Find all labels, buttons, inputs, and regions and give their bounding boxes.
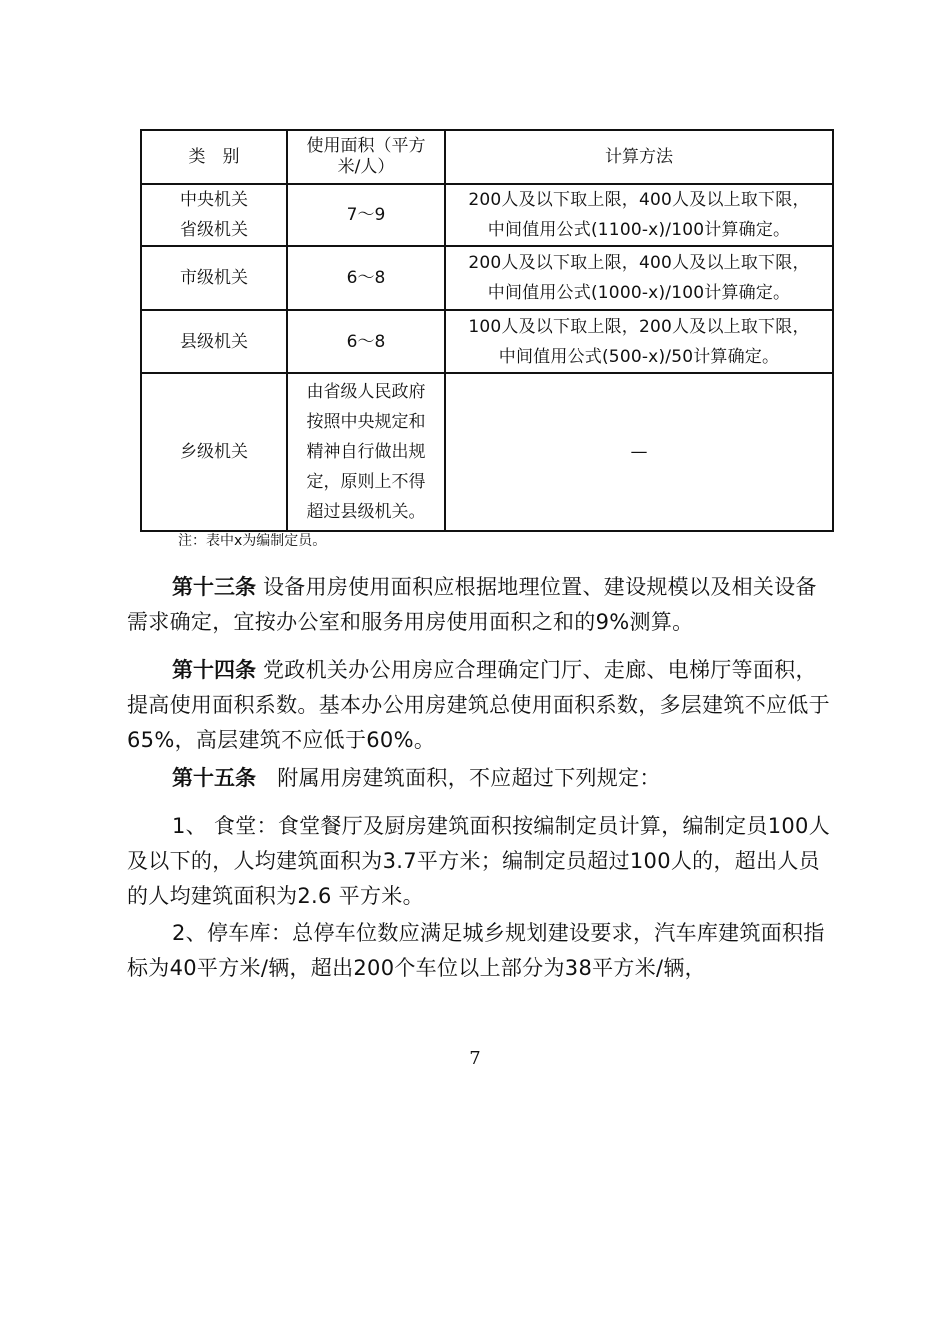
method-cell bbox=[445, 184, 833, 246]
category-line: 省级机关 bbox=[180, 220, 248, 240]
method-cell: — bbox=[445, 373, 833, 531]
item-parking: 2、停车库：总停车位数应满足城乡规划建设要求，汽车库建筑面积指标为40平方米/辆，超出200个车位以上部分为38平方米/辆， bbox=[127, 921, 825, 980]
category-cell: 市级机关 bbox=[141, 246, 287, 310]
article-title: 第十四条 bbox=[172, 658, 256, 682]
area-cell: 6～8 bbox=[287, 246, 445, 310]
method-line: 200人及以下取上限，400人及以上取下限， bbox=[468, 253, 810, 273]
method-cell bbox=[445, 246, 833, 310]
item-canteen: 1、 食堂：食堂餐厅及厨房建筑面积按编制定员计算，编制定员100人及以下的，人均建筑面积为3.7平方米；编制定员超过100人的，超出人员的人均建筑面积为2.6 平方米。 bbox=[127, 814, 831, 908]
header-area: 使用面积（平方米/人） bbox=[287, 130, 445, 184]
table-row bbox=[141, 184, 833, 246]
article-text: 附属用房建筑面积，不应超过下列规定： bbox=[256, 766, 661, 790]
area-line: 超过县级机关。 bbox=[306, 502, 426, 522]
category-cell bbox=[141, 184, 287, 246]
article-13 bbox=[127, 570, 835, 640]
header-method: 计算方法 bbox=[445, 130, 833, 184]
category-cell: 乡级机关 bbox=[141, 373, 287, 531]
header-category: 类 别 bbox=[141, 130, 287, 184]
area-line: 定，原则上不得 bbox=[306, 472, 426, 492]
method-line: 100人及以下取上限，200人及以上取下限， bbox=[468, 316, 810, 337]
area-cell bbox=[287, 373, 445, 531]
article-title: 第十三条 bbox=[172, 575, 256, 599]
table-header-row bbox=[141, 130, 833, 184]
method-cell bbox=[445, 310, 833, 373]
method-line: 中间值用公式(500-x)/50计算确定。 bbox=[498, 346, 780, 367]
table-row bbox=[141, 246, 833, 310]
method-line: 中间值用公式(1000-x)/100计算确定。 bbox=[487, 283, 791, 303]
table-row bbox=[141, 310, 833, 373]
method-line: 中间值用公式(1100-x)/100计算确定。 bbox=[487, 220, 791, 240]
method-line: 200人及以下取上限，400人及以上取下限， bbox=[468, 190, 810, 210]
office-area-table bbox=[140, 129, 834, 532]
article-title: 第十五条 bbox=[172, 766, 256, 790]
table-row bbox=[141, 373, 833, 531]
article-text: 党政机关办公用房应合理确定门厅、走廊、电梯厅等面积，提高使用面积系数。基本办公用房建筑总使用面积系数，多层建筑不应低于65%，高层建筑不应低于60%。 bbox=[127, 658, 830, 752]
area-line: 按照中央规定和 bbox=[306, 412, 426, 432]
category-cell: 县级机关 bbox=[141, 310, 287, 373]
area-cell: 7～9 bbox=[287, 184, 445, 246]
area-cell: 6～8 bbox=[287, 310, 445, 373]
page-number: 7 bbox=[469, 1048, 481, 1069]
table-note: 注：表中x为编制定员。 bbox=[178, 533, 327, 549]
article-text: 设备用房使用面积应根据地理位置、建设规模以及相关设备需求确定，宜按办公室和服务用房使用面积之和的9%测算。 bbox=[127, 575, 817, 634]
area-line: 精神自行做出规 bbox=[306, 442, 426, 462]
area-line: 由省级人民政府 bbox=[306, 382, 426, 402]
category-line: 中央机关 bbox=[180, 190, 248, 210]
article-15 bbox=[127, 761, 835, 796]
article-14 bbox=[127, 653, 835, 758]
